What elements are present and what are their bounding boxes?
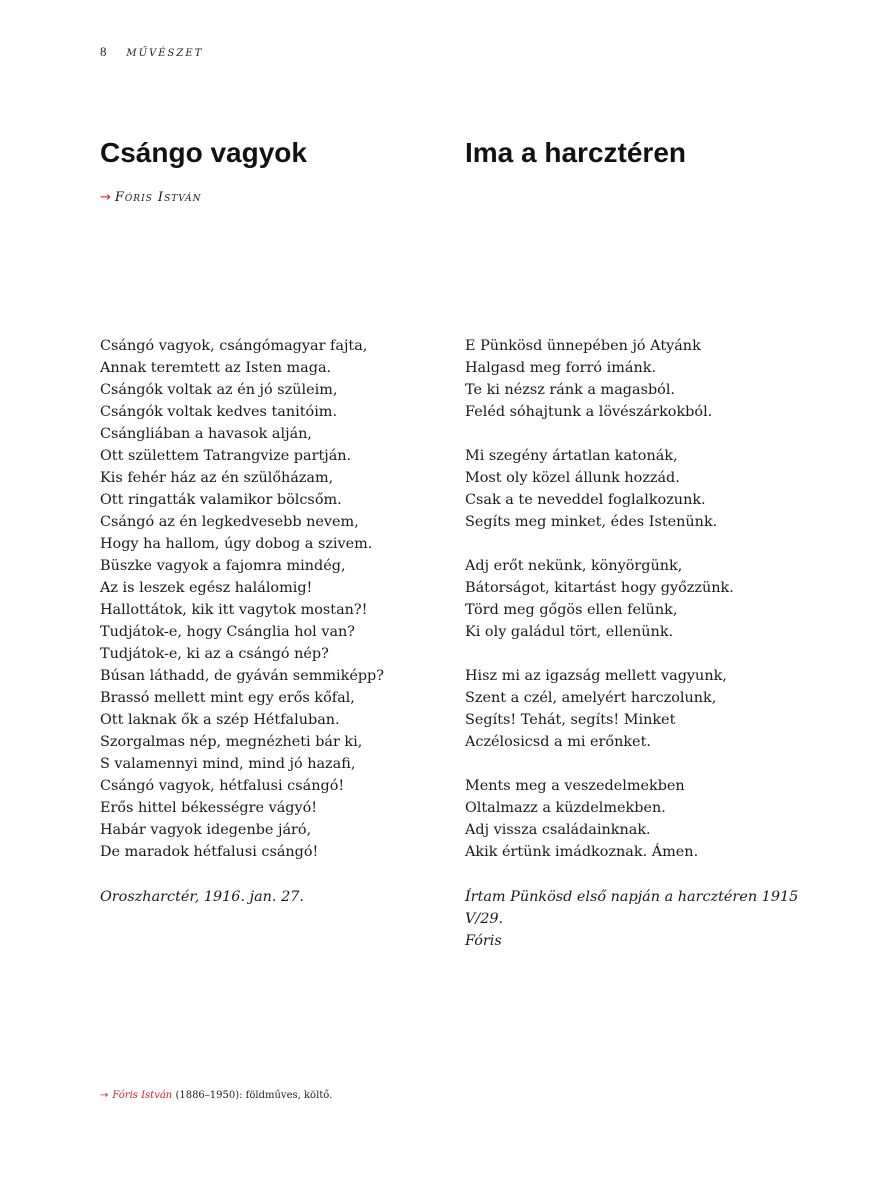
stanza bbox=[465, 665, 825, 753]
footnote bbox=[100, 1090, 332, 1101]
poem-line: Hisz mi az igazság mellett vagyunk, bbox=[465, 668, 727, 684]
poem-line: Csángók voltak kedves tanitóim. bbox=[100, 404, 338, 420]
poem-line: E Pünkösd ünnepében jó Atyánk bbox=[465, 338, 701, 354]
poem-line: Aczélosicsd a mi erőnket. bbox=[465, 734, 651, 750]
poem-line: Búsan láthadd, de gyáván semmiképp? bbox=[100, 668, 384, 684]
poem-line: Szent a czél, amelyért harczolunk, bbox=[465, 690, 717, 706]
poem-line: Tudjátok-e, hogy Csánglia hol van? bbox=[100, 624, 356, 640]
arrow-right-icon: → bbox=[100, 190, 111, 205]
poem2-signoff bbox=[465, 886, 835, 952]
poem-line: Bátorságot, kitartást hogy győzzünk. bbox=[465, 580, 734, 596]
poem-line: Kis fehér ház az én szülőházam, bbox=[100, 470, 334, 486]
poem-line: Csángliában a havasok alján, bbox=[100, 426, 312, 442]
poem-line: Segíts meg minket, édes Istenünk. bbox=[465, 514, 718, 530]
poem-line: Annak teremtett az Isten maga. bbox=[100, 360, 332, 376]
poem-line: Erős hittel békességre vágyó! bbox=[100, 800, 318, 816]
poem2-body bbox=[465, 335, 825, 885]
poem-line: Akik értünk imádkoznak. Ámen. bbox=[465, 844, 699, 860]
poem-line: Ki oly galádul tört, ellenünk. bbox=[465, 624, 674, 640]
signoff-name: Fóris bbox=[465, 933, 502, 949]
poem-line: Most oly közel állunk hozzád. bbox=[465, 470, 680, 486]
poem-line: Hallottátok, kik itt vagytok mostan?! bbox=[100, 602, 368, 618]
stanza bbox=[465, 775, 825, 863]
poem1-dateline: Oroszharctér, 1916. jan. 27. bbox=[100, 889, 304, 905]
author-name: Fóris István bbox=[114, 190, 202, 205]
poem-line: Hogy ha hallom, úgy dobog a szivem. bbox=[100, 536, 373, 552]
poem-line: Adj erőt nekünk, könyörgünk, bbox=[465, 558, 683, 574]
poem-line: Ott laknak ők a szép Hétfaluban. bbox=[100, 712, 340, 728]
poem2-title: Ima a harcztéren bbox=[465, 137, 686, 168]
stanza bbox=[465, 335, 825, 423]
poem-line: Ments meg a veszedelmekben bbox=[465, 778, 685, 794]
running-header bbox=[100, 44, 203, 60]
section-title: MŰVÉSZET bbox=[126, 48, 204, 59]
poem-line: Csángók voltak az én jó szüleim, bbox=[100, 382, 338, 398]
poem-line: Te ki nézsz ránk a magasból. bbox=[465, 382, 676, 398]
page-number: 8 bbox=[100, 44, 107, 59]
poem-line: Adj vissza családainknak. bbox=[465, 822, 651, 838]
signoff-line: Írtam Pünkösd első napján a harcztéren 1915 V/29. bbox=[465, 889, 799, 927]
poem1-title: Csángo vagyok bbox=[100, 137, 307, 168]
poem-line: Ott születtem Tatrangvize partján. bbox=[100, 448, 352, 464]
arrow-right-icon: → bbox=[100, 1090, 109, 1101]
poem-line: Habár vagyok idegenbe járó, bbox=[100, 822, 312, 838]
footnote-text: (1886–1950): földműves, költő. bbox=[175, 1090, 333, 1101]
poem-line: Csángó az én legkedvesebb nevem, bbox=[100, 514, 359, 530]
poem-line: Oltalmazz a küzdelmekben. bbox=[465, 800, 666, 816]
poem-line: Büszke vagyok a fajomra mindég, bbox=[100, 558, 346, 574]
poem-line: Törd meg gőgös ellen felünk, bbox=[465, 602, 678, 618]
poem-line: S valamennyi mind, mind jó hazafi, bbox=[100, 756, 356, 772]
poem-line: Brassó mellett mint egy erős kőfal, bbox=[100, 690, 355, 706]
poem-line: Csak a te neveddel foglalkozunk. bbox=[465, 492, 706, 508]
footnote-name: Fóris István bbox=[112, 1090, 173, 1101]
poem-line: Segíts! Tehát, segíts! Minket bbox=[465, 712, 676, 728]
stanza bbox=[465, 445, 825, 533]
poem-line: Feléd sóhajtunk a lövészárkokból. bbox=[465, 404, 713, 420]
poem-line: Csángó vagyok, csángómagyar fajta, bbox=[100, 338, 368, 354]
poem-line: Mi szegény ártatlan katonák, bbox=[465, 448, 678, 464]
poem1-author bbox=[100, 190, 202, 205]
poem-line: Tudjátok-e, ki az a csángó nép? bbox=[100, 646, 329, 662]
poem-line: Csángó vagyok, hétfalusi csángó! bbox=[100, 778, 345, 794]
stanza bbox=[465, 555, 825, 643]
poem-line: De maradok hétfalusi csángó! bbox=[100, 844, 319, 860]
poem-line: Az is leszek egész halálomig! bbox=[100, 580, 313, 596]
poem1-body bbox=[100, 335, 430, 863]
poem-line: Szorgalmas nép, megnézheti bár ki, bbox=[100, 734, 363, 750]
poem-line: Halgasd meg forró imánk. bbox=[465, 360, 657, 376]
poem-line: Ott ringatták valamikor bölcsőm. bbox=[100, 492, 342, 508]
